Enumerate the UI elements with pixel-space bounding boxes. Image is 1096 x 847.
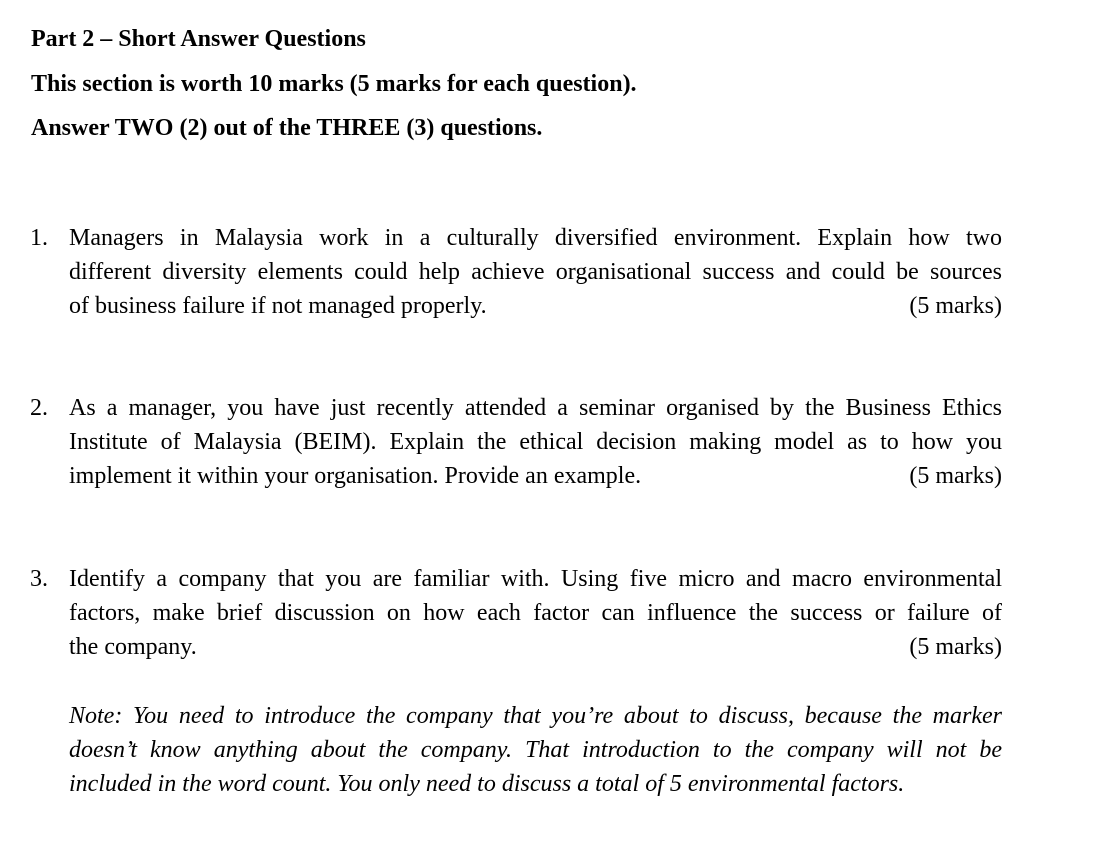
- question-1-line-2: different diversity elements could help achieve organisational success and could be sources: [69, 259, 1002, 285]
- question-3-line-3: [69, 630, 1002, 664]
- question-2-line-3-text: implement it within your organisation. Provide an example.: [69, 463, 642, 489]
- note-line-1: Note: You need to introduce the company that you’re about to discuss, because the marker: [69, 703, 1002, 729]
- question-3-marks: (5 marks): [909, 634, 1002, 660]
- question-2-text: [69, 391, 1002, 493]
- question-2-marks: (5 marks): [909, 463, 1002, 489]
- question-3-line-2: factors, make brief discussion on how each factor can influence the success or failure of: [69, 600, 1002, 626]
- question-1-line-3: [69, 289, 1002, 323]
- question-3-line-3-text: the company.: [69, 634, 197, 660]
- section-worth-text: This section is worth 10 marks (5 marks for each question).: [31, 71, 637, 97]
- question-3-note: [69, 699, 1002, 801]
- question-2-number: 2.: [30, 395, 48, 421]
- section-instruction: Answer TWO (2) out of the THREE (3) questions.: [31, 115, 543, 141]
- note-line-3: included in the word count. You only need to discuss a total of 5 environmental factors.: [69, 771, 905, 797]
- question-3-line-1: Identify a company that you are familiar with. Using five micro and macro environmental: [69, 566, 1002, 592]
- section-title: Part 2 – Short Answer Questions: [31, 26, 366, 52]
- question-1-marks: (5 marks): [909, 293, 1002, 319]
- question-1-line-3-text: of business failure if not managed properly.: [69, 293, 487, 319]
- question-3-text: [69, 562, 1002, 664]
- question-2-line-3: [69, 459, 1002, 493]
- question-2-line-2: Institute of Malaysia (BEIM). Explain the ethical decision making model as to how you: [69, 429, 1002, 455]
- note-line-2: doesn’t know anything about the company. That introduction to the company will not be: [69, 737, 1002, 763]
- question-1-number: 1.: [30, 225, 48, 251]
- question-2-line-1: As a manager, you have just recently attended a seminar organised by the Business Ethics: [69, 395, 1002, 421]
- question-1-line-1: Managers in Malaysia work in a culturally diversified environment. Explain how two: [69, 225, 1002, 251]
- question-1-text: [69, 221, 1002, 323]
- question-3-number: 3.: [30, 566, 48, 592]
